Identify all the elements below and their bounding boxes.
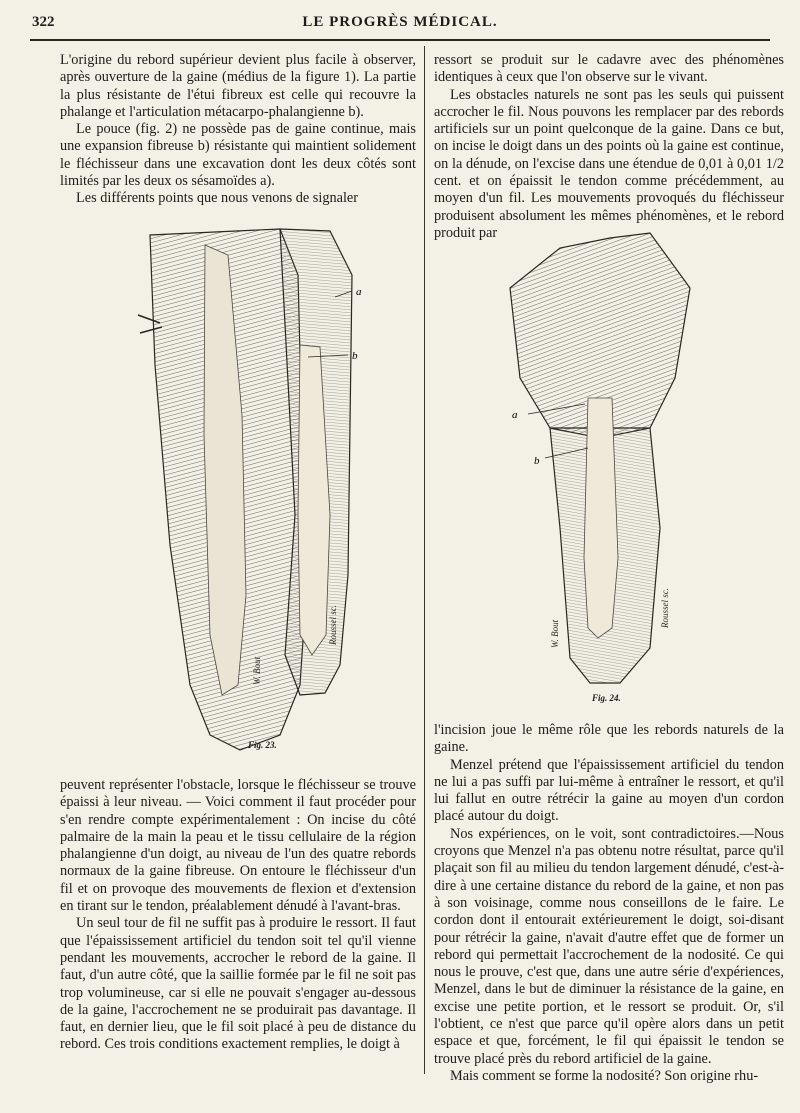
right-column-bottom [434,722,784,1085]
paragraph: Mais comment se forme la nodosité? Son origine rhu- [450,1067,759,1084]
figure-23-caption: Fig. 23. [248,740,277,750]
header-rule [30,39,770,41]
paragraph: Nos expériences, on le voit, sont contradictoires.—Nous croyons que Menzel n'a pas obtenu notre résultat, parce qu'il plaçait son fil au milieu du tendon largement dénudé, c'est-à-dire à une certaine distance du rebord de la gaine, et non pas à son voisinage, comme nous conseillons de le faire. Le cordon dont il entourait extérieurement le doigt, soi-disant pour rétrécir la gaine, n'avait d'autre effet que de former un rebord qui permettait l'accrochement de la nodosité. Ce qui nous le prouve, c'est que, dans une autre série d'expériences, Menzel, dans le but de diminuer la résistance de la gaine, en excise une petite portion, et le ressort se produit. Or, s'il l'obtient, ce n'est que parce qu'il opère alors dans un petit espace et que, forcément, le fil qui épaissit le tendon se trouve placé près du rebord artificiel de la gaine. [434,825,784,1067]
paragraph: Les obstacles naturels ne sont pas les seuls qui puissent accrocher le fil. Nous pouvons les remplacer par des rebords artificiels sur un point quelconque de la gaine. Dans ce but, on incise le doigt dans un des points où la gaine est continue, on la dénude, on l'excise dans une étendue de 0,01 à 0,01 1/2 cent. et on épaissit le tendon comme précédemment, au moyen d'un fil. Les mouvements provoqués du fléchisseur produisent absolument les mêmes phénomènes, et le rebord produit par [434,86,784,241]
paragraph: L'origine du rebord supérieur devient plus facile à observer, après ouverture de la gaine (médius de la figure 1). La partie la plus résistante de l'étui fibreux est celle qui recouvre la phalange et l'articulation métacarpo-phalangienne b). [60,52,416,120]
page-number: 322 [32,14,55,30]
tendon [584,398,618,638]
page-header [0,0,800,38]
figure-24 [500,228,700,688]
column-divider [424,46,425,1074]
figure-23-label-b: b [352,350,358,362]
figure-24-label-b: b [534,455,540,467]
paragraph: Le pouce (fig. 2) ne possède pas de gaine continue, mais une expansion fibreuse b) résistante qui maintient solidement le fléchisseur dans une excavation dont les deux côtés sont limités par les deux os sésamoïdes a). [60,121,416,190]
paragraph: ressort se produit sur le cadavre avec des phénomènes identiques à ceux que l'on observe sur le vivant. [434,52,784,86]
figure-24-caption: Fig. 24. [592,693,621,703]
figure-23-label-a: a [356,286,362,298]
paragraph: Menzel prétend que l'épaississement artificiel du tendon ne lui a pas suffi par lui-même à entraîner le ressort, et qu'il lui fallut en outre rétrécir la gaine au moyen d'un cordon placé autour du doigt. [434,756,784,825]
figure-23-engraving [130,215,420,760]
paragraph: l'incision joue le même rôle que les rebords naturels de la gaine. [434,722,784,756]
paragraph: Un seul tour de fil ne suffit pas à produire le ressort. Il faut que l'épaississement artificiel du tendon soit tel qu'il vienne pendant les mouvements, accrocher le rebord de la gaine. Il faut, d'un autre côté, que la saillie formée par le fil ne soit pas trop volumineuse, car si elle ne pouvait s'engager au-dessous de la gaine, l'accrochement ne se produirait pas davantage. Il faut, en dernier lieu, que le fil soit placé à peu de distance du rebord. Ces trois conditions exactement remplies, le doigt à [60,915,416,1053]
journal-title: LE PROGRÈS MÉDICAL. [302,14,498,30]
paragraph: peuvent représenter l'obstacle, lorsque le fléchisseur se trouve épaissi à leur niveau. — Voici comment il faut procéder pour s'en rendre compte expérimentalement : On incise du côté palmaire de la main la peau et le tissu cellulaire de la région phalangienne d'un doigt, au niveau de l'un des quatre rebords normaux de la gaine fibreuse. On entoure le fléchisseur d'un fil et on provoque des mouvements de flexion et d'extension en tirant sur le tendon, préalablement dénudé à l'avant-bras. [60,777,416,915]
figure-23 [130,215,420,760]
right-column-top [434,52,784,242]
figure-24-signature-left: W. Bout [550,619,560,648]
figure-24-engraving [500,228,700,688]
figure-23-signature-right: Roussel sc. [328,605,338,645]
figure-23-signature-left: W. Bout [252,656,262,685]
figure-24-label-a: a [512,409,518,421]
figure-24-signature-right: Roussel sc. [660,588,670,628]
left-column-bottom [60,777,416,1054]
paragraph: Les différents points que nous venons de signaler [76,190,359,207]
left-column-top [60,52,416,208]
